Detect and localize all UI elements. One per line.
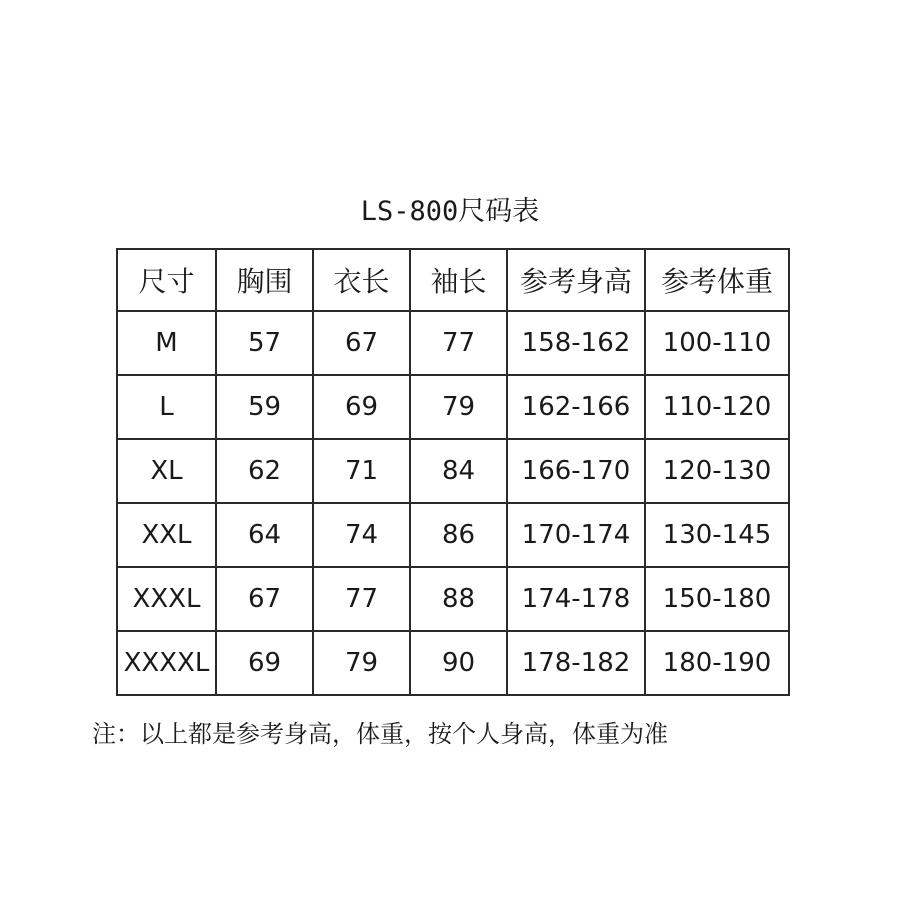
cell-ref-height: 158-162 xyxy=(507,311,645,375)
cell-ref-weight: 100-110 xyxy=(645,311,789,375)
cell-length: 71 xyxy=(313,439,410,503)
cell-chest: 69 xyxy=(216,631,313,695)
table-row xyxy=(117,567,789,631)
table-row xyxy=(117,311,789,375)
cell-ref-weight: 150-180 xyxy=(645,567,789,631)
table-row xyxy=(117,439,789,503)
cell-chest: 62 xyxy=(216,439,313,503)
header-cell-ref-height: 参考身高 xyxy=(507,249,645,311)
table-row xyxy=(117,375,789,439)
cell-chest: 57 xyxy=(216,311,313,375)
cell-ref-weight: 110-120 xyxy=(645,375,789,439)
header-cell-size: 尺寸 xyxy=(117,249,216,311)
cell-chest: 67 xyxy=(216,567,313,631)
table-row xyxy=(117,631,789,695)
cell-size: XL xyxy=(117,439,216,503)
cell-sleeve: 77 xyxy=(410,311,507,375)
cell-ref-height: 170-174 xyxy=(507,503,645,567)
cell-size: XXXXL xyxy=(117,631,216,695)
footnote: 注：以上都是参考身高，体重，按个人身高，体重为准 xyxy=(92,720,668,748)
cell-sleeve: 84 xyxy=(410,439,507,503)
table-header-row xyxy=(117,249,789,311)
table-row xyxy=(117,503,789,567)
cell-ref-height: 166-170 xyxy=(507,439,645,503)
chart-title: LS-800尺码表 xyxy=(360,196,540,227)
cell-length: 77 xyxy=(313,567,410,631)
cell-ref-height: 178-182 xyxy=(507,631,645,695)
cell-size: XXXL xyxy=(117,567,216,631)
cell-size: M xyxy=(117,311,216,375)
cell-size: L xyxy=(117,375,216,439)
cell-size: XXL xyxy=(117,503,216,567)
cell-chest: 64 xyxy=(216,503,313,567)
cell-length: 67 xyxy=(313,311,410,375)
cell-length: 69 xyxy=(313,375,410,439)
header-cell-chest: 胸围 xyxy=(216,249,313,311)
header-cell-ref-weight: 参考体重 xyxy=(645,249,789,311)
cell-length: 79 xyxy=(313,631,410,695)
cell-ref-weight: 180-190 xyxy=(645,631,789,695)
header-cell-length: 衣长 xyxy=(313,249,410,311)
cell-sleeve: 86 xyxy=(410,503,507,567)
size-table xyxy=(116,248,790,696)
header-cell-sleeve: 袖长 xyxy=(410,249,507,311)
cell-sleeve: 88 xyxy=(410,567,507,631)
cell-ref-height: 174-178 xyxy=(507,567,645,631)
cell-ref-weight: 120-130 xyxy=(645,439,789,503)
cell-ref-weight: 130-145 xyxy=(645,503,789,567)
cell-length: 74 xyxy=(313,503,410,567)
cell-sleeve: 79 xyxy=(410,375,507,439)
cell-chest: 59 xyxy=(216,375,313,439)
cell-ref-height: 162-166 xyxy=(507,375,645,439)
cell-sleeve: 90 xyxy=(410,631,507,695)
